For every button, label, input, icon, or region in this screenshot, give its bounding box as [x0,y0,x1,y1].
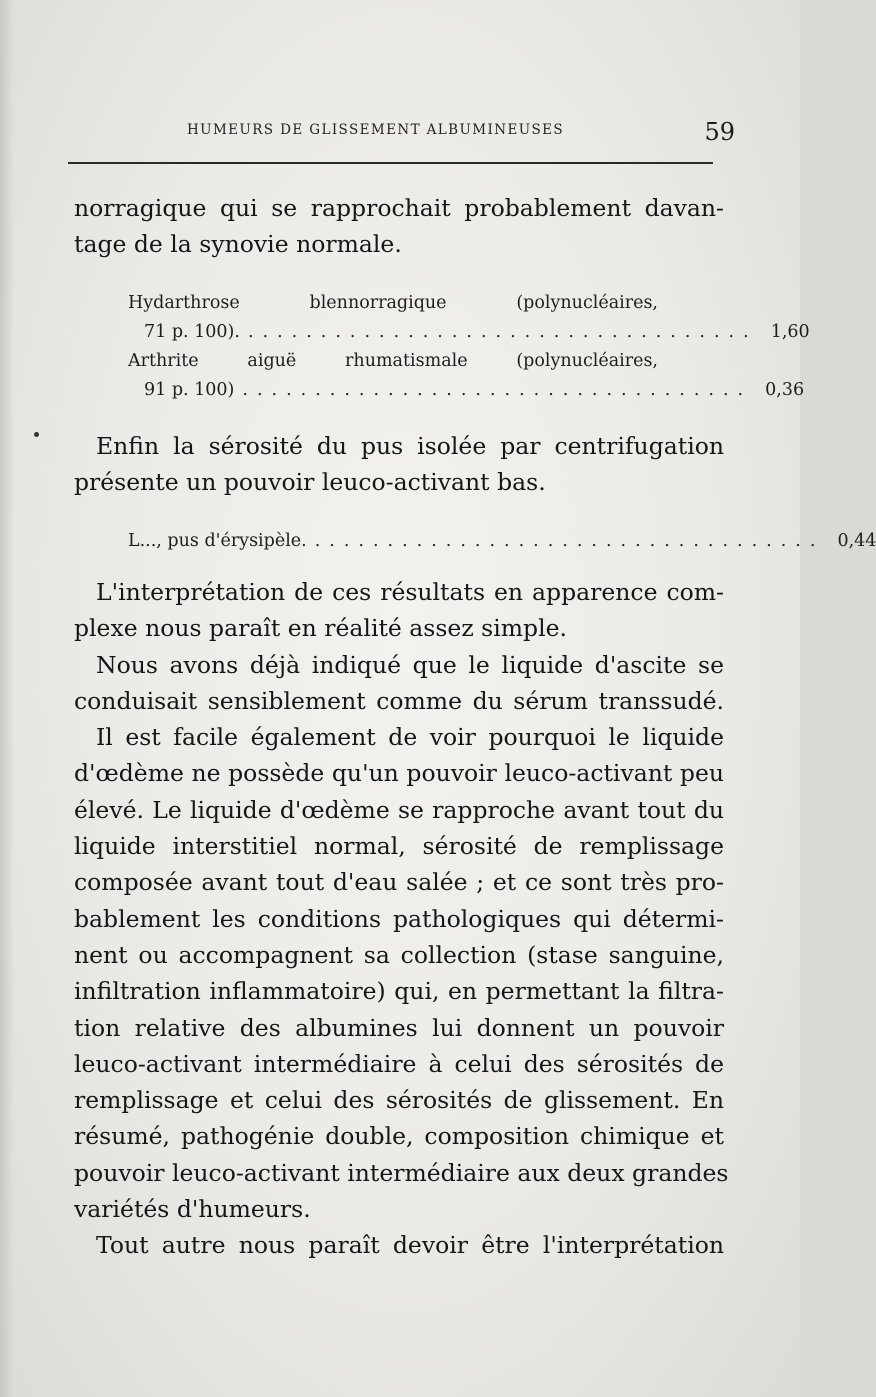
text-line: infiltration inflammatoire) qui, en permettant la filtra- [74,977,724,1006]
text-line: norragique qui se rapprochait probablement davan- [74,194,724,222]
text-line: pouvoir leuco-activant intermédiaire aux deux grandes [74,1158,729,1187]
row-label: L..., pus d'érysipèle. [128,531,307,551]
text-line: tage de la synovie normale. [74,230,402,259]
text-line: nent ou accompagnent sa collection (stase sanguine, [74,940,724,969]
paragraph-2 [74,428,724,501]
results-table-2 [128,527,876,556]
table-row [128,347,805,405]
page-edge-shadow [0,0,14,1397]
leader-dots: ................................... [247,322,758,342]
results-table-1 [128,289,810,405]
text-line: résumé, pathogénie double, composition chimique et [74,1122,724,1151]
row-label-line2: 91 p. 100) [144,380,235,400]
text-line: remplissage et celui des sérosités de glissement. En [74,1086,724,1115]
text-line: composée avant tout d'eau salée ; et ce sont très pro- [74,868,724,897]
paragraph-3 [74,574,729,1264]
leader-dots: ................................... [314,531,825,551]
row-value: 0,36 [765,380,805,400]
row-label-line1: Hydarthrose blennorragique (polynucléaires, [128,293,658,313]
text-line: liquide interstitiel normal, sérosité de remplissage [74,832,724,861]
text-line: élevé. Le liquide d'œdème se rapproche avant tout du [74,795,724,824]
table-row [128,289,810,347]
margin-speck [34,432,39,437]
page-header [70,118,735,148]
text-line: conduisait sensiblement comme du sérum transsudé. [74,686,724,715]
text-line: bablement les conditions pathologiques qui détermi- [74,904,724,933]
text-line: Il est facile également de voir pourquoi le liquide [96,723,724,752]
header-rule [68,162,713,164]
table-row [128,527,876,556]
text-line: Tout autre nous paraît devoir être l'interprétation [96,1231,724,1260]
row-value: 0,44 [837,531,876,551]
running-title: HUMEURS DE GLISSEMENT ALBUMINEUSES [187,122,565,138]
page-number: 59 [704,118,735,146]
text-line: variétés d'humeurs. [74,1195,311,1224]
row-label-line2-row [128,376,805,405]
leader-dots: ................................... [242,380,753,400]
text-line: présente un pouvoir leuco-activant bas. [74,468,546,497]
row-label-line2-row [128,318,810,347]
text-line: tion relative des albumines lui donnent un pouvoir [74,1013,724,1042]
row-label-line2: 71 p. 100). [144,322,240,342]
text-line: plexe nous paraît en réalité assez simple. [74,614,567,643]
row-value: 1,60 [770,322,810,342]
text-line: d'œdème ne possède qu'un pouvoir leuco-activant peu [74,759,724,788]
text-line: Enfin la sérosité du pus isolée par centrifugation [96,432,724,460]
text-line: L'interprétation de ces résultats en apparence com- [96,578,724,606]
text-line: Nous avons déjà indiqué que le liquide d'ascite se [96,650,724,679]
row-label-line1: Arthrite aiguë rhumatismale (polynucléaires, [128,351,658,371]
paragraph-1 [74,190,724,263]
text-line: leuco-activant intermédiaire à celui des sérosités de [74,1049,724,1078]
